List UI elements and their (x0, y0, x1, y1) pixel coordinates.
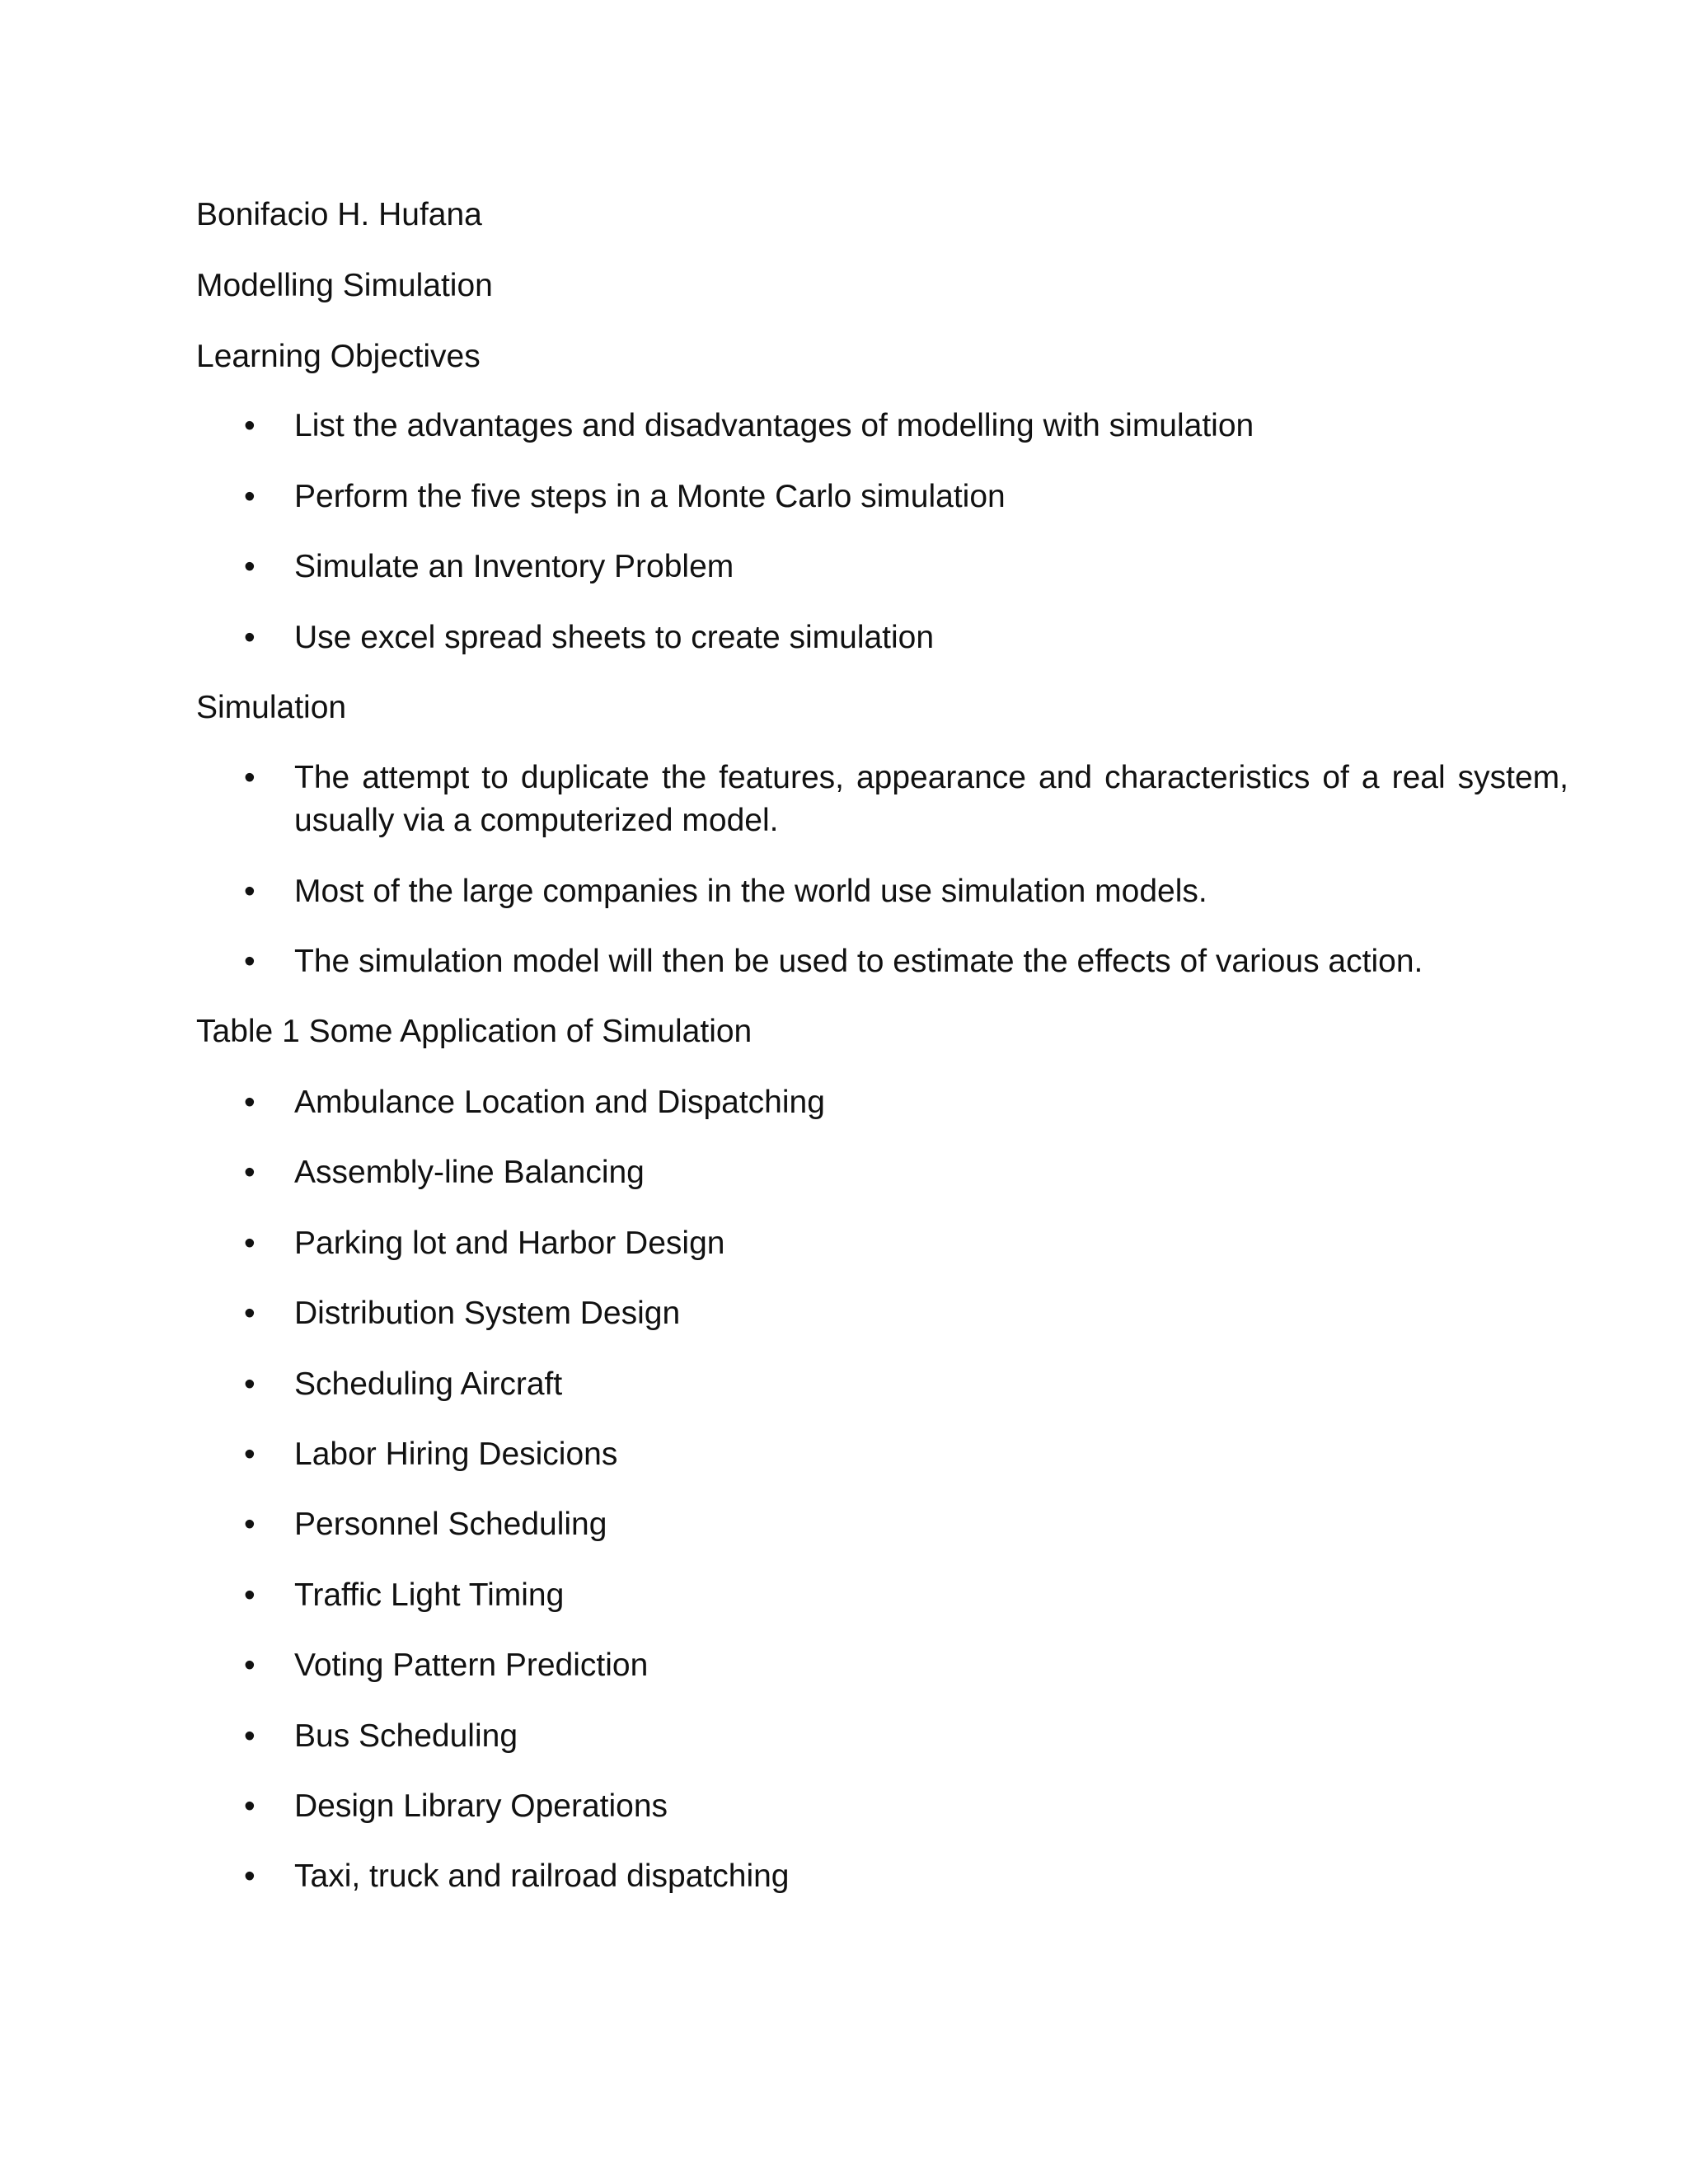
bullet-icon: • (244, 1085, 256, 1120)
bullet-icon: • (244, 1366, 256, 1402)
bullet-icon: • (244, 760, 256, 795)
bullet-icon: • (244, 944, 256, 979)
list-item-text: Scheduling Aircraft (294, 1366, 563, 1402)
section-heading-applications: Table 1 Some Application of Simulation (196, 1014, 753, 1049)
list-item-text: Most of the large companies in the world use simulation models. (294, 874, 1207, 909)
bullet-icon: • (244, 1226, 256, 1261)
bullet-icon: • (244, 874, 256, 909)
bullet-icon: • (244, 620, 256, 655)
bullet-icon: • (244, 1788, 256, 1824)
section-heading-simulation: Simulation (196, 690, 347, 725)
bullet-icon: • (244, 1718, 256, 1754)
bullet-icon: • (244, 1577, 256, 1613)
list-item-text: The simulation model will then be used to estimate the effects of various action. (294, 944, 1423, 979)
list-item-text: Simulate an Inventory Problem (294, 549, 734, 584)
list-item-text: Traffic Light Timing (294, 1577, 565, 1613)
bullet-icon: • (244, 1507, 256, 1542)
list-item-text: Assembly-line Balancing (294, 1155, 645, 1190)
list-item-text: Taxi, truck and railroad dispatching (294, 1858, 790, 1894)
list-item-text: Perform the five steps in a Monte Carlo simulation (294, 479, 1006, 514)
bullet-icon: • (244, 1436, 256, 1472)
list-item-text: Distribution System Design (294, 1296, 681, 1331)
list-item-text: Design Library Operations (294, 1788, 668, 1824)
list-item-text: Ambulance Location and Dispatching (294, 1085, 825, 1120)
author-name: Bonifacio H. Hufana (196, 197, 482, 232)
list-item-text: Personnel Scheduling (294, 1507, 607, 1542)
bullet-icon: • (244, 1155, 256, 1190)
course-title: Modelling Simulation (196, 268, 493, 303)
section-heading-learning-objectives: Learning Objectives (196, 339, 481, 374)
list-item-text: List the advantages and disadvantages of modelling with simulation (294, 408, 1254, 443)
bullet-icon: • (244, 408, 256, 443)
list-item-text: Bus Scheduling (294, 1718, 518, 1754)
bullet-icon: • (244, 549, 256, 584)
bullet-icon: • (244, 1858, 256, 1894)
list-item-text: Labor Hiring Desicions (294, 1436, 618, 1472)
list-item-text: Use excel spread sheets to create simulation (294, 620, 935, 655)
list-item-text: Voting Pattern Prediction (294, 1647, 649, 1683)
bullet-icon: • (244, 479, 256, 514)
list-item-text: The attempt to duplicate the features, appearance and characteristics of a real system, usually via a computerized model. (294, 760, 1568, 838)
list-item-text: Parking lot and Harbor Design (294, 1226, 725, 1261)
bullet-icon: • (244, 1647, 256, 1683)
bullet-icon: • (244, 1296, 256, 1331)
